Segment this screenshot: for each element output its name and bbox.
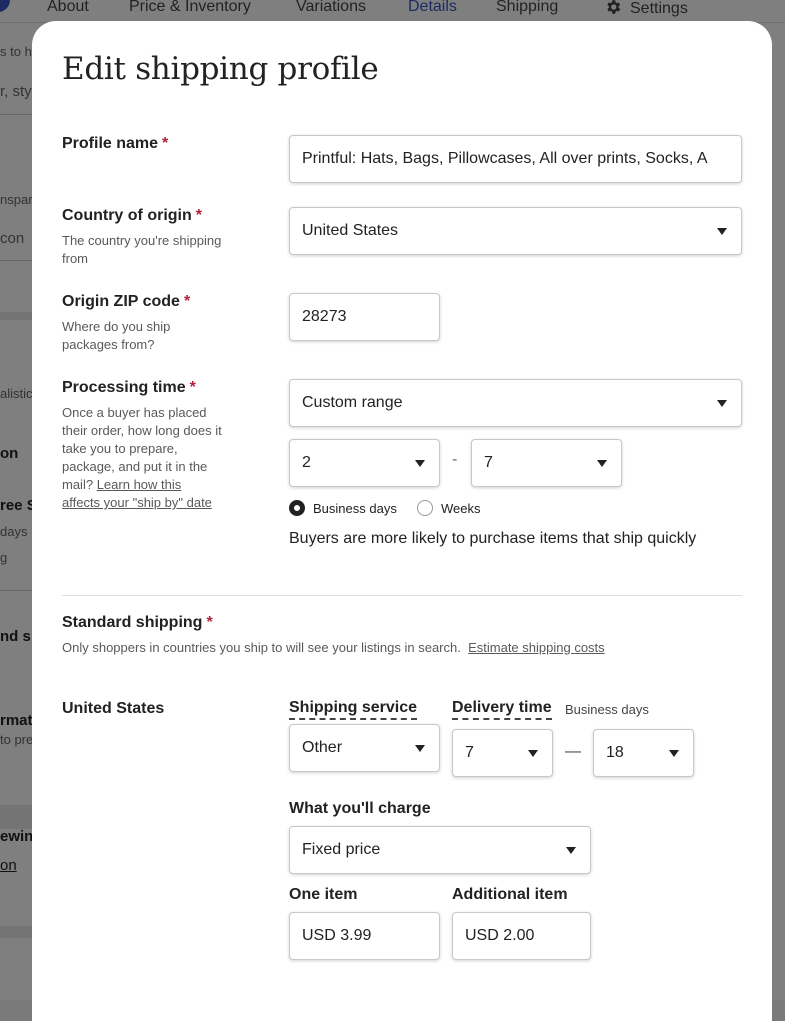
chevron-down-icon	[669, 750, 679, 757]
shipping-service-label[interactable]: Shipping service	[289, 699, 417, 720]
chevron-down-icon	[717, 400, 727, 407]
origin-zip-input[interactable]	[289, 293, 440, 341]
required-mark: *	[195, 207, 202, 224]
country-of-origin-value: United States	[302, 222, 399, 239]
processing-min-select[interactable]	[289, 439, 440, 487]
origin-zip-label	[62, 293, 190, 311]
delivery-max-select[interactable]	[593, 729, 694, 777]
charge-type-select[interactable]	[289, 826, 591, 874]
weeks-label[interactable]: Weeks	[441, 501, 481, 516]
delivery-max-value: 18	[606, 744, 624, 761]
chevron-down-icon	[717, 228, 727, 235]
standard-shipping-help-text: Only shoppers in countries you ship to will see your listings in search.	[62, 640, 461, 655]
chevron-down-icon	[528, 750, 538, 757]
chevron-down-icon	[415, 745, 425, 752]
chevron-down-icon	[597, 460, 607, 467]
origin-zip-help: Where do you ship packages from?	[62, 319, 171, 352]
processing-time-help-text: Once a buyer has placed their order, how long does it take you to prepare, package, and put it in the mail?	[62, 405, 222, 492]
standard-shipping-help	[62, 640, 605, 655]
standard-shipping-label-text: Standard shipping	[62, 614, 203, 631]
processing-min-value: 2	[302, 454, 311, 471]
one-item-label: One item	[289, 886, 358, 903]
standard-shipping-label	[62, 614, 213, 632]
processing-time-help	[62, 404, 222, 512]
origin-zip-value: 28273	[302, 308, 347, 325]
weeks-radio[interactable]	[417, 500, 433, 516]
shipping-service-value: Other	[302, 739, 343, 756]
ship-by-date-link[interactable]: Learn how this affects your "ship by" date	[62, 477, 212, 510]
origin-zip-label-text: Origin ZIP code	[62, 293, 180, 310]
processing-time-value: Custom range	[302, 394, 403, 411]
additional-item-price-input[interactable]	[452, 912, 591, 960]
processing-time-select[interactable]	[289, 379, 742, 427]
processing-time-label	[62, 379, 196, 397]
charge-label: What you'll charge	[289, 800, 431, 817]
charge-type-value: Fixed price	[302, 841, 381, 858]
delivery-separator: —	[565, 743, 581, 760]
business-days-radio[interactable]	[289, 500, 305, 516]
delivery-min-select[interactable]	[452, 729, 553, 777]
business-days-label[interactable]: Business days	[313, 501, 397, 516]
profile-name-label	[62, 135, 168, 153]
country-of-origin-help: The country you're shipping from	[62, 233, 222, 266]
range-separator: -	[452, 451, 458, 468]
additional-item-price-value: USD 2.00	[465, 927, 535, 944]
additional-item-label: Additional item	[452, 886, 568, 903]
chevron-down-icon	[415, 460, 425, 467]
profile-name-value: Printful: Hats, Bags, Pillowcases, All over prints, Socks, A	[302, 150, 708, 167]
modal-title: Edit shipping profile	[62, 51, 379, 87]
edit-shipping-profile-modal	[32, 21, 772, 1021]
profile-name-input[interactable]	[289, 135, 742, 183]
required-mark: *	[206, 614, 213, 631]
estimate-shipping-costs-link[interactable]: Estimate shipping costs	[468, 640, 605, 655]
delivery-min-value: 7	[465, 744, 474, 761]
country-of-origin-label-text: Country of origin	[62, 207, 192, 224]
delivery-time-label[interactable]: Delivery time	[452, 699, 552, 720]
section-divider	[62, 595, 742, 596]
required-mark: *	[183, 293, 191, 310]
one-item-price-input[interactable]	[289, 912, 440, 960]
processing-time-label-text: Processing time	[62, 379, 186, 396]
delivery-unit-label: Business days	[565, 702, 649, 717]
required-mark: *	[162, 135, 169, 152]
processing-max-value: 7	[484, 454, 493, 471]
ship-quickly-note: Buyers are more likely to purchase items that ship quickly	[289, 530, 697, 547]
required-mark: *	[189, 379, 196, 396]
profile-name-label-text: Profile name	[62, 135, 159, 152]
chevron-down-icon	[566, 847, 576, 854]
one-item-price-value: USD 3.99	[302, 927, 372, 944]
shipping-service-select[interactable]	[289, 724, 440, 772]
country-of-origin-select[interactable]	[289, 207, 742, 255]
destination-label: United States	[62, 700, 165, 717]
country-of-origin-label	[62, 207, 202, 225]
processing-max-select[interactable]	[471, 439, 622, 487]
